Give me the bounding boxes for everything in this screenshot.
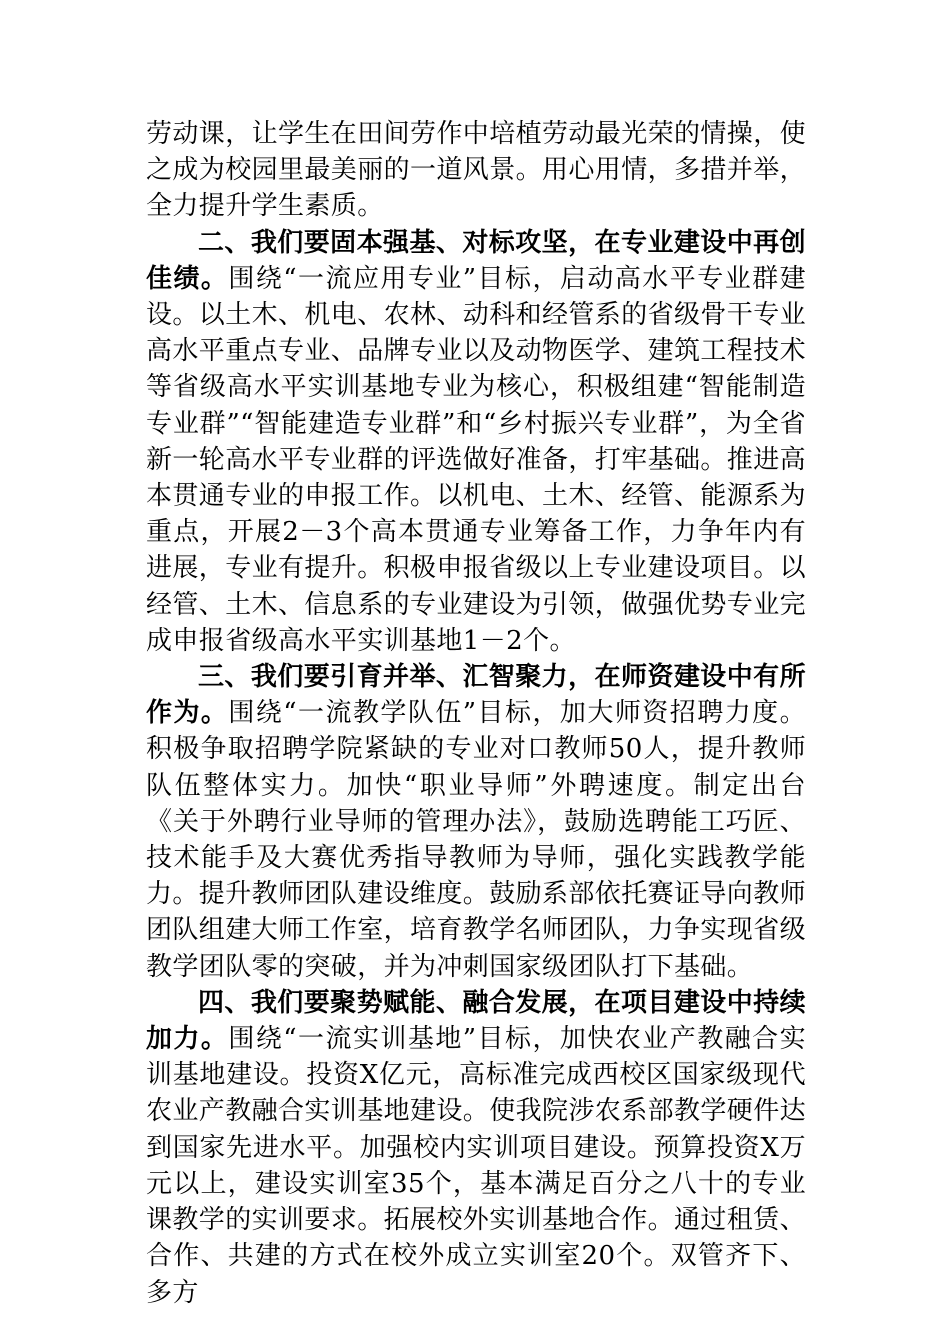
section-heading: 四、我们要聚势赋能、融合发展，在项目建设中持续加力。: [146, 987, 806, 1055]
paragraph-body: 围绕“一流实训基地”目标，加快农业产教融合实训基地建设。投资X亿元，高标准完成西校区国家级现代农业产教融合实训基地建设。使我院涉农系部教学硬件达到国家先进水平。加强校内实训项目建设。预算投资X万元以上，建设实训室35个，基本满足百分之八十的专业课教学的实训要求。拓展校外实训基地合作。通过租赁、合作、共建的方式在校外成立实训室20个。双管齐下、多方: [146, 1024, 807, 1308]
paragraph-section-2: [146, 225, 806, 659]
paragraph-section-4: [146, 985, 806, 1311]
document-page: [146, 116, 806, 1311]
section-heading: 二、我们要固本强基、对标攻坚，在专业建设中再创佳绩。: [146, 227, 806, 294]
section-heading: 三、我们要引育并举、汇智聚力，在师资建设中有所作为。: [146, 662, 806, 729]
paragraph-intro: [146, 116, 806, 225]
paragraph-body: 围绕“一流应用专业”目标，启动高水平专业群建设。以土木、机电、农林、动科和经管系的省级骨干专业高水平重点专业、品牌专业以及动物医学、建筑工程技术等省级高水平实训基地专业为核心，积极组建“智能制造专业群”“智能建造专业群”和“乡村振兴专业群”，为全省新一轮高水平专业群的评选做好准备，打牢基础。推进高本贯通专业的申报工作。以机电、土木、经管、能源系为重点，开展2－3个高本贯通专业筹备工作，力争年内有进展，专业有提升。积极申报省级以上专业建设项目。以经管、土木、信息系的专业建设为引领，做强优势专业完成申报省级高水平实训基地1－2个。: [146, 263, 807, 656]
paragraph-body: 围绕“一流教学队伍”目标，加大师资招聘力度。积极争取招聘学院紧缺的专业对口教师50人，提升教师队伍整体实力。加快“职业导师”外聘速度。制定出台《关于外聘行业导师的管理办法》，鼓励选聘能工巧匠、技术能手及大赛优秀指导教师为导师，强化实践教学能力。提升教师团队建设维度。鼓励系部依托赛证导向教师团队组建大师工作室，培育教学名师团队，力争实现省级教学团队零的突破，并为冲刺国家级团队打下基础。: [146, 698, 807, 982]
paragraph-body: 劳动课，让学生在田间劳作中培植劳动最光荣的情操，使之成为校园里最美丽的一道风景。用心用情，多措并举，全力提升学生素质。: [146, 119, 807, 222]
paragraph-section-3: [146, 659, 806, 985]
